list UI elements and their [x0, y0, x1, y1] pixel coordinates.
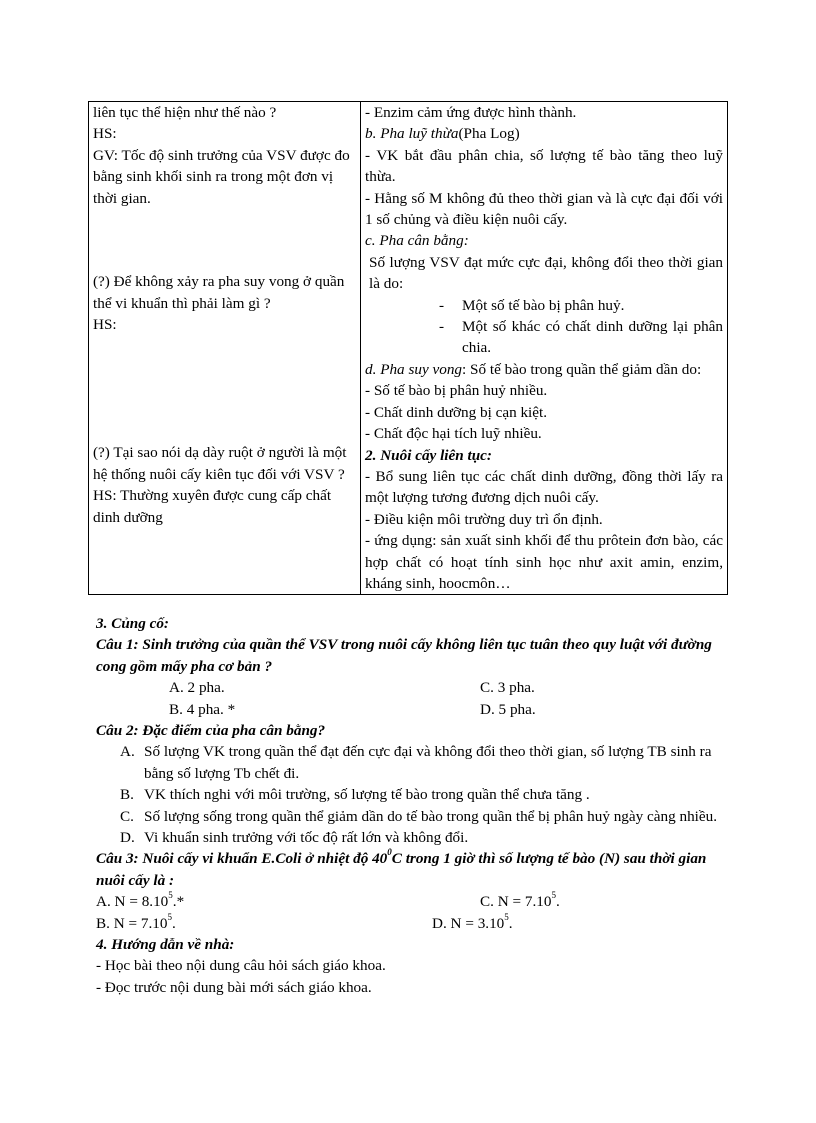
consolidation-section: [96, 613, 728, 998]
content-line: - Enzim cảm ứng được hình thành.: [365, 104, 577, 121]
question-text: liên tục thể hiện như thế nào ?: [93, 104, 277, 121]
content-line: - Chất dinh dưỡng bị cạn kiệt.: [365, 403, 548, 421]
continuous-culture-heading: 2. Nuôi cấy liên tục:: [365, 446, 492, 464]
section-heading: 4. Hướng dẫn về nhà:: [96, 936, 235, 954]
answer-option: A. $N = 8.10^5.*$: [96, 890, 185, 911]
answer-option: A. Số lượng VK trong quần thể đạt đến cực đại và không đổi theo thời gian, số lượng TB sinh ra bằng số lượng Tb chết đi.: [120, 743, 712, 782]
question-text: (?) Để không xảy ra pha suy vong ở quần thể vi khuẩn thì phải làm gì ?: [93, 273, 345, 312]
content-bullet: - Một số khác có chất dinh dưỡng lại phân chia.: [365, 316, 723, 359]
content-bullet: - Một số tế bào bị phân huỷ.: [365, 295, 723, 316]
answer-option: B. $N = 7.10^5$.: [96, 911, 176, 932]
answer-option: B. VK thích nghi với môi trường, số lượng tế bào trong quần thể chưa tăng .: [120, 786, 590, 804]
answer-option: C. 3 pha.: [480, 679, 535, 697]
content-line: - Chất độc hại tích luỹ nhiều.: [365, 425, 542, 443]
answer-option: D. $N = 3.10^5$.: [432, 911, 513, 932]
question-3: Câu 3: Nuôi cấy vi khuẩn E.Coli ở nhiệt độ $40^0C$ trong 1 giờ thì số lượng tế bào (N) sau thời gian nuôi cấy là :: [96, 847, 707, 889]
teacher-student-column: [89, 102, 361, 595]
content-line: - Bổ sung liên tục các chất dinh dưỡng, đồng thời lấy ra một lượng tương đương dịch nuôi cấy.: [365, 467, 723, 507]
lesson-table: [88, 101, 728, 595]
list-item: - Học bài theo nội dung câu hỏi sách giáo khoa.: [96, 957, 386, 975]
content-line: - ứng dụng: sản xuất sinh khối để thu prôtein đơn bào, các hợp chất có hoạt tính sinh học như axit amin, enzim, kháng sinh, hoocmôn…: [365, 532, 723, 592]
content-column: [361, 102, 728, 595]
section-heading: 3. Củng cố:: [96, 615, 169, 632]
student-answer: HS:: [93, 125, 117, 143]
answer-row: [96, 891, 728, 912]
table-row: [89, 102, 728, 595]
content-line: Số lượng VSV đạt mức cực đại, không đổi theo thời gian là do:: [369, 253, 723, 293]
list-item: - Đọc trước nội dung bài mới sách giáo khoa.: [96, 978, 372, 996]
question-text: (?) Tại sao nói dạ dày ruột ở người là một hệ thống nuôi cấy kiên tục đối với VSV ?: [93, 444, 347, 483]
answer-row: [96, 913, 728, 934]
phase-b-heading: b. Pha luỹ thừa(Pha Log): [365, 125, 520, 143]
answer-option: C. $N = 7.10^5$.: [480, 890, 560, 911]
answer-option: D. Vi khuẩn sinh trưởng với tốc độ rất lớn và không đổi.: [120, 829, 469, 847]
answer-row: [96, 677, 728, 698]
answer-row: [96, 699, 728, 720]
answer-option: D. 5 pha.: [480, 700, 536, 718]
phase-c-heading: c. Pha cân bằng:: [365, 232, 469, 250]
student-answer: HS: Thường xuyên được cung cấp chất dinh dưỡng: [93, 487, 332, 526]
answer-option: A. 2 pha.: [169, 679, 225, 697]
question-2: Câu 2: Đặc điểm của pha cân bằng?: [96, 722, 326, 739]
content-line: - Điều kiện môi trường duy trì ổn định.: [365, 510, 603, 528]
question-1: Câu 1: Sinh trưởng của quần thể VSV trong nuôi cấy không liên tục tuân theo quy luật với đường cong gồm mấy pha cơ bản ?: [96, 636, 712, 675]
content-line: - Số tế bào bị phân huỷ nhiều.: [365, 382, 548, 400]
answer-option: B. 4 pha. *: [169, 700, 236, 718]
teacher-note: GV: Tốc độ sinh trưởng của VSV được đo bằng sinh khối sinh ra trong một đơn vị thời gian.: [93, 146, 350, 207]
answer-option: C. Số lượng sống trong quần thể giảm dần do tế bào trong quần thể bị phân huỷ ngày càng nhiều.: [120, 807, 718, 825]
student-answer: HS:: [93, 316, 117, 334]
phase-d-heading: d. Pha suy vong: Số tế bào trong quần thể giảm dần do:: [365, 360, 702, 378]
content-line: - Hằng số M không đủ theo thời gian và là cực đại đối với 1 số chủng và điều kiện nuôi cấy.: [365, 189, 723, 229]
content-line: - VK bắt đầu phân chia, số lượng tế bào tăng theo luỹ thừa.: [365, 146, 723, 186]
